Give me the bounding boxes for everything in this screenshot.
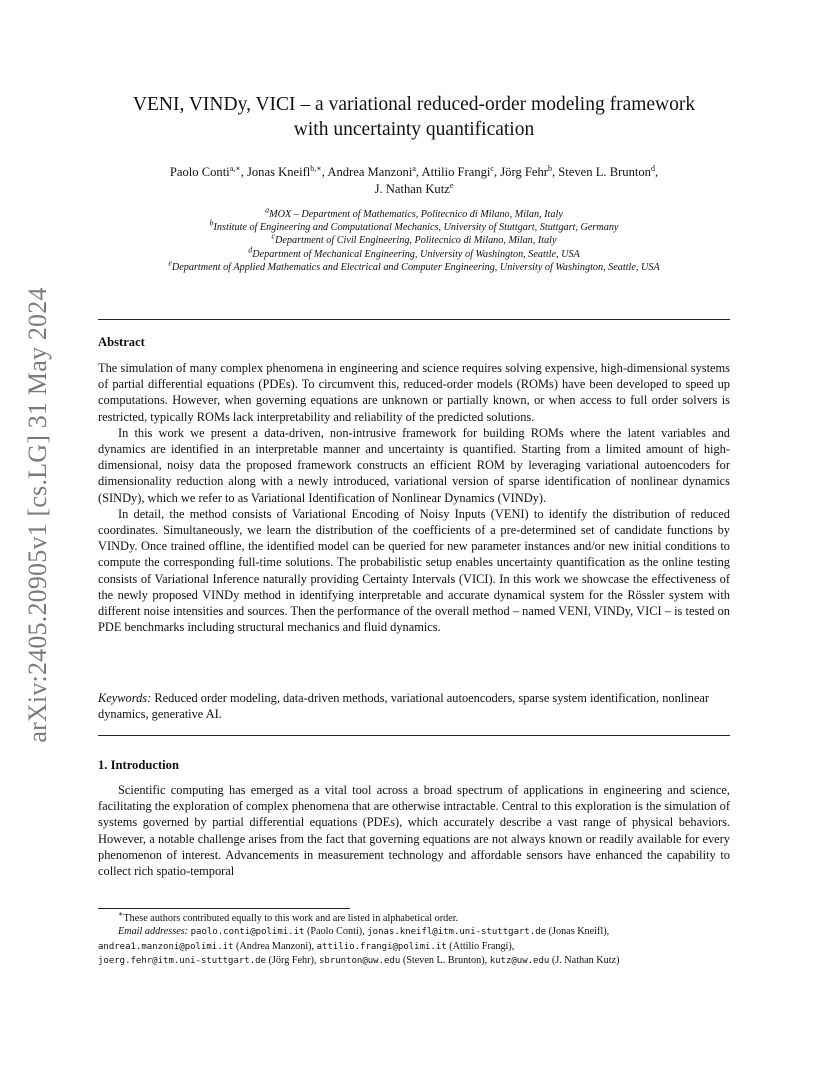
email-label: Email addresses: (118, 926, 189, 938)
abstract-paragraph: The simulation of many complex phenomena in engineering and science requires solving expensive, high-dimensional systems of partial differential equations (PDEs). To circumvent this, reduced-order models (ROMs) have been developed to speed up computations. However, when governing equations are unknown or partially known, or when access to full order solvers is restricted, typically ROMs lack interpretability and reliability of the predicted solutions. (98, 361, 730, 424)
paper-title (98, 92, 730, 142)
affiliation: $^b$Institute of Engineering and Computational Mechanics, University of Stuttgart, Stuttgart, Germany (209, 218, 619, 234)
email-entry: paolo.conti@polimi.it (Paolo Conti), (190, 926, 368, 938)
affiliation: $^c$Department of Civil Engineering, Politecnico di Milano, Milan, Italy (271, 232, 557, 247)
author: Attilio Frangi$^c$, (421, 163, 501, 179)
affiliation-list (98, 205, 730, 274)
affiliation: $^e$Department of Applied Mathematics and Electrical and Computer Engineering, University of Washington, Seattle, USA (168, 258, 660, 273)
title-line-2: with uncertainty quantification (293, 119, 535, 140)
footnote-equal-contribution: ∗These authors contributed equally to this work and are listed in alphabetical order. (118, 909, 459, 924)
author: Andrea Manzoni$^a$, (327, 163, 422, 179)
keywords (98, 690, 730, 722)
footnote-rule (98, 908, 350, 909)
abstract-bottom-rule (98, 735, 730, 736)
arxiv-identifier: arXiv:2405.20905v1 [cs.LG] 31 May 2024 (23, 287, 52, 743)
abstract-body (98, 360, 730, 635)
author: Jonas Kneifl$^{b,∗}$, (246, 163, 328, 179)
author: Paolo Conti$^{a,∗}$, (169, 163, 247, 179)
email-entry: attilio.frangi@polimi.it (Attilio Frangi), (316, 940, 515, 952)
author: Steven L. Brunton$^d$, (558, 163, 659, 179)
keywords-text: Reduced order modeling, data-driven methods, variational autoencoders, sparse system identification, nonlinear dynamics, generative AI. (98, 691, 709, 722)
author: J. Nathan Kutz$^e$ (374, 180, 454, 196)
email-entry: kutz@uw.edu (J. Nathan Kutz) (489, 954, 620, 966)
author-list (98, 164, 730, 198)
footnotes (98, 909, 730, 968)
email-entry: sbrunton@uw.edu (Steven L. Brunton), (319, 954, 490, 966)
title-line-1: VENI, VINDy, VICI – a variational reduced-order modeling framework (132, 94, 696, 115)
author: Jörg Fehr$^b$, (500, 163, 559, 179)
abstract-paragraph: In this work we present a data-driven, non-intrusive framework for building ROMs where the latent variables and dynamics are identified in an interpretable manner and uncertainty is quantified. Starting from a limited amount of high-dimensional, noisy data the proposed framework constructs an efficient ROM by leveraging variational autoencoders for dimensionality reduction along with a newly introduced, variational version of sparse identification of nonlinear dynamics (SINDy), which we refer to as Variational Identification of Nonlinear Dynamics (VINDy). (98, 425, 730, 505)
affiliation: $^a$MOX – Department of Mathematics, Politecnico di Milano, Milan, Italy (265, 205, 563, 220)
section-heading-introduction: 1. Introduction (98, 758, 179, 772)
affiliation: $^d$Department of Mechanical Engineering, University of Washington, Seattle, USA (248, 245, 580, 260)
keywords-label: Keywords: (98, 691, 152, 705)
abstract-top-rule (98, 319, 730, 320)
arxiv-stamp (18, 270, 58, 760)
introduction-body (98, 782, 730, 879)
email-entry: andrea1.manzoni@polimi.it (Andrea Manzoni), (98, 940, 317, 952)
introduction-paragraph: Scientific computing has emerged as a vital tool across a broad spectrum of applications in engineering and science, facilitating the exploration of complex phenomena that are otherwise intractable. Central to this exploration is the simulation of systems governed by partial differential equations (PDEs), which accurately describe a vast range of physical behaviors. However, a notable challenge arises from the fact that governing equations are not always known or readily available for every phenomenon of interest. Advancements in measurement technology and affordable sensors have enhanced the capability to collect rich spatio-temporal (98, 783, 730, 879)
abstract-heading: Abstract (98, 335, 145, 349)
abstract-paragraph: In detail, the method consists of Variational Encoding of Noisy Inputs (VENI) to identify the distribution of reduced coordinates. Simultaneously, we learn the distribution of the coefficients of a pre-determined set of candidate functions by VINDy. Once trained offline, the identified model can be queried for new parameter instances and/or new initial conditions to compute the corresponding full-time solutions. The probabilistic setup enables uncertainty quantification as the online testing consists of Variational Inference naturally providing Certainty Intervals (VICI). In this work we showcase the effectiveness of the newly proposed VINDy method in identifying interpretable and accurate dynamical system for the Rössler system with different noise intensities and sources. Then the performance of the overall method – named VENI, VINDy, VICI – is tested on PDE benchmarks including structural mechanics and fluid dynamics. (98, 506, 730, 635)
email-entry: joerg.fehr@itm.uni-stuttgart.de (Jörg Fehr), (98, 954, 319, 966)
email-entry: jonas.kneifl@itm.uni-stuttgart.de (Jonas Kneifl), (367, 926, 610, 938)
footnote-emails (98, 925, 730, 968)
